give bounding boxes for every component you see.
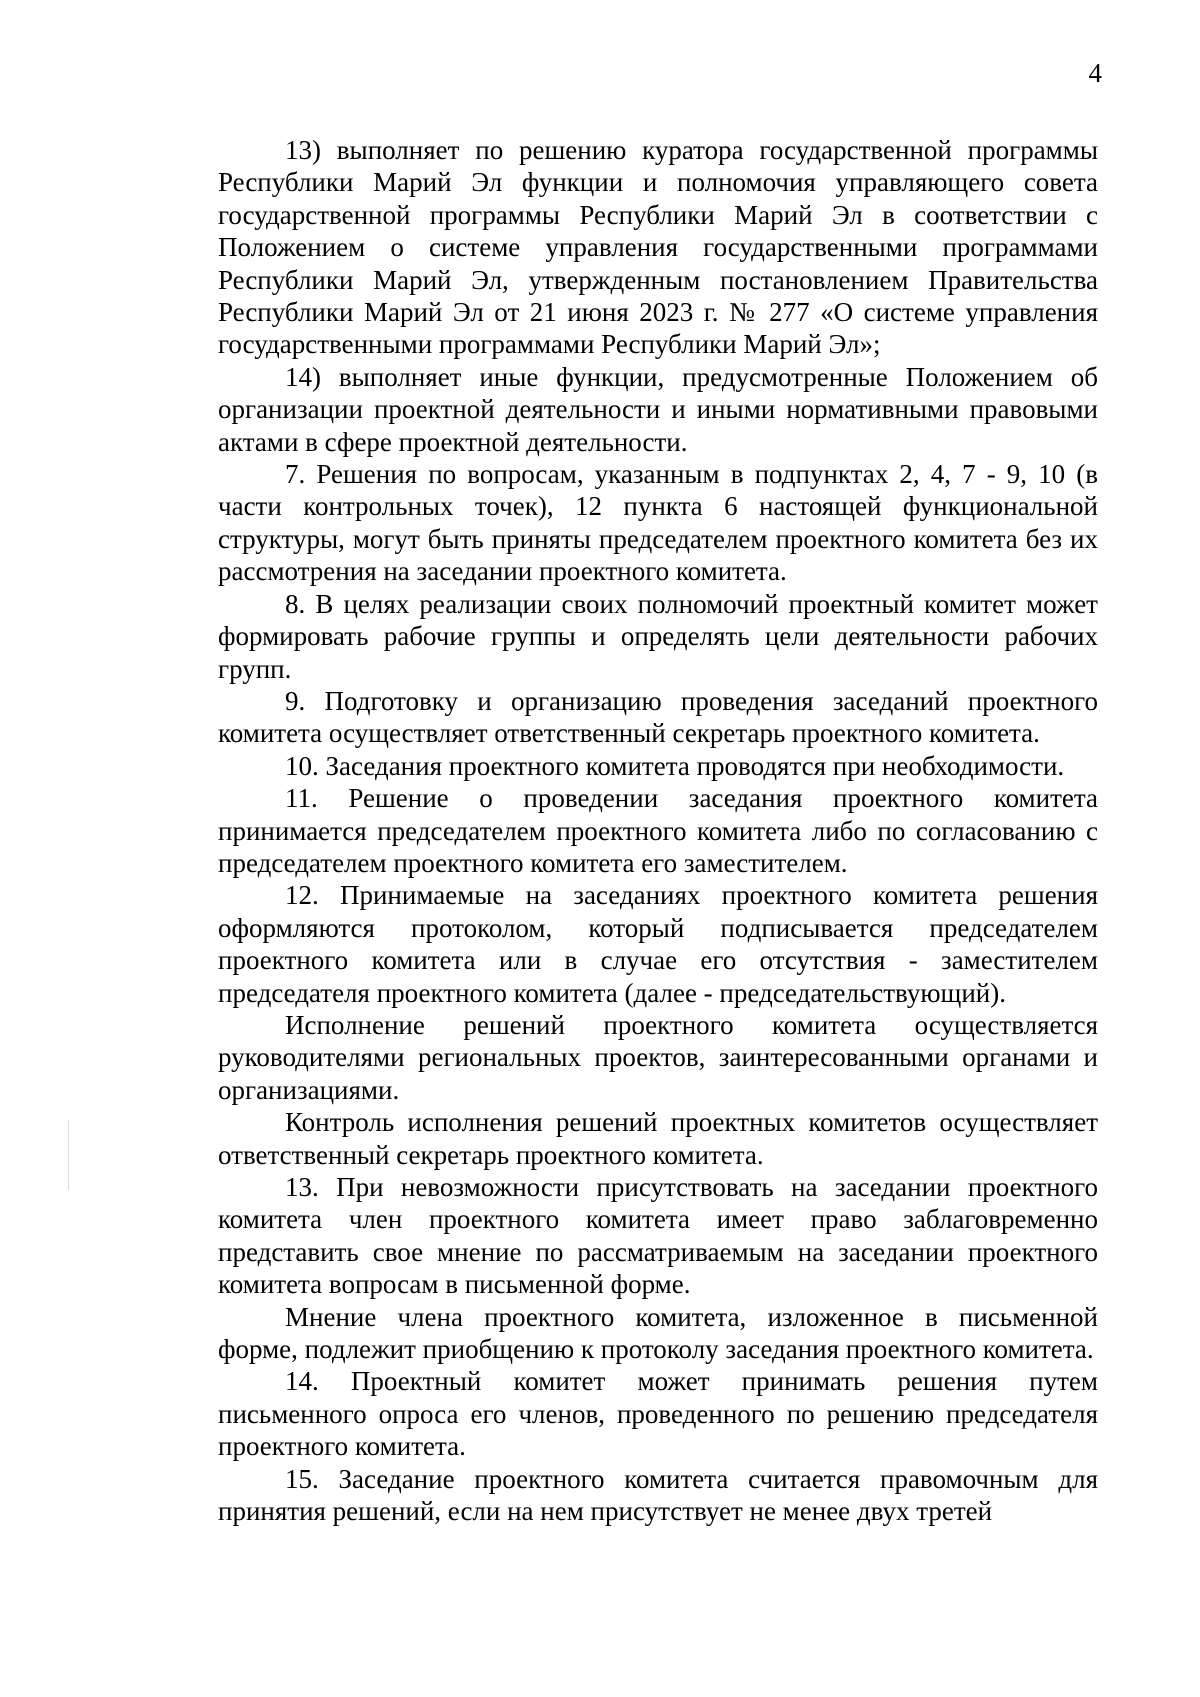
- paragraph-subitem-13: 13) выполняет по решению куратора государственной программы Республики Марий Эл функции и полномочия управляющего совета государственной программы Республики Марий Эл в соответствии с Положением о системе управления государственными программами Республики Марий Эл, утвержденным постановлением Правительства Республики Марий Эл от 21 июня 2023 г. № 277 «О системе управления государственными программами Республики Марий Эл»;: [218, 135, 1098, 360]
- paragraph-subitem-14: 14) выполняет иные функции, предусмотренные Положением об организации проектной деятельности и иными нормативными правовыми актами в сфере проектной деятельности.: [218, 361, 1098, 457]
- paragraph-item-7: 7. Решения по вопросам, указанным в подпунктах 2, 4, 7 - 9, 10 (в части контрольных точек), 12 пункта 6 настоящей функциональной структуры, могут быть приняты председателем проектного комитета без их рассмотрения на заседании проектного комитета.: [218, 459, 1098, 587]
- paragraph-item-10: 10. Заседания проектного комитета проводятся при необходимости.: [285, 750, 1065, 781]
- page-number: 4: [1088, 58, 1102, 88]
- paragraph-item-13: 13. При невозможности присутствовать на заседании проектного комитета член проектного комитета имеет право заблаговременно представить свое мнение по рассматриваемым на заседании проектного комитета вопросам в письменной форме.: [218, 1172, 1098, 1300]
- paragraph-item-11: 11. Решение о проведении заседания проектного комитета принимается председателем проектного комитета либо по согласованию с председателем проектного комитета его заместителем.: [218, 783, 1098, 878]
- document-body: [218, 134, 1098, 1527]
- scan-artifact-line: [68, 1120, 69, 1190]
- paragraph-execution: Исполнение решений проектного комитета осуществляется руководителями региональных проектов, заинтересованными органами и организациями.: [218, 1009, 1098, 1105]
- paragraph-control: Контроль исполнения решений проектных комитетов осуществляет ответственный секретарь проектного комитета.: [218, 1107, 1098, 1170]
- paragraph-item-15: 15. Заседание проектного комитета считается правомочным для принятия решений, если на нем присутствует не менее двух третей: [218, 1463, 1098, 1527]
- paragraph-item-8: 8. В целях реализации своих полномочий проектный комитет может формировать рабочие группы и определять цели деятельности рабочих групп.: [218, 588, 1098, 684]
- paragraph-item-12: 12. Принимаемые на заседаниях проектного комитета решения оформляются протоколом, который подписывается председателем проектного комитета или в случае его отсутствия - заместителем председателя проектного комитета (далее - председательствующий).: [218, 880, 1098, 1008]
- paragraph-item-9: 9. Подготовку и организацию проведения заседаний проектного комитета осуществляет ответственный секретарь проектного комитета.: [218, 685, 1098, 749]
- paragraph-member-opinion: Мнение члена проектного комитета, изложенное в письменной форме, подлежит приобщению к протоколу заседания проектного комитета.: [218, 1301, 1098, 1365]
- paragraph-item-14: 14. Проектный комитет может принимать решения путем письменного опроса его членов, проведенного по решению председателя проектного комитета.: [218, 1366, 1098, 1462]
